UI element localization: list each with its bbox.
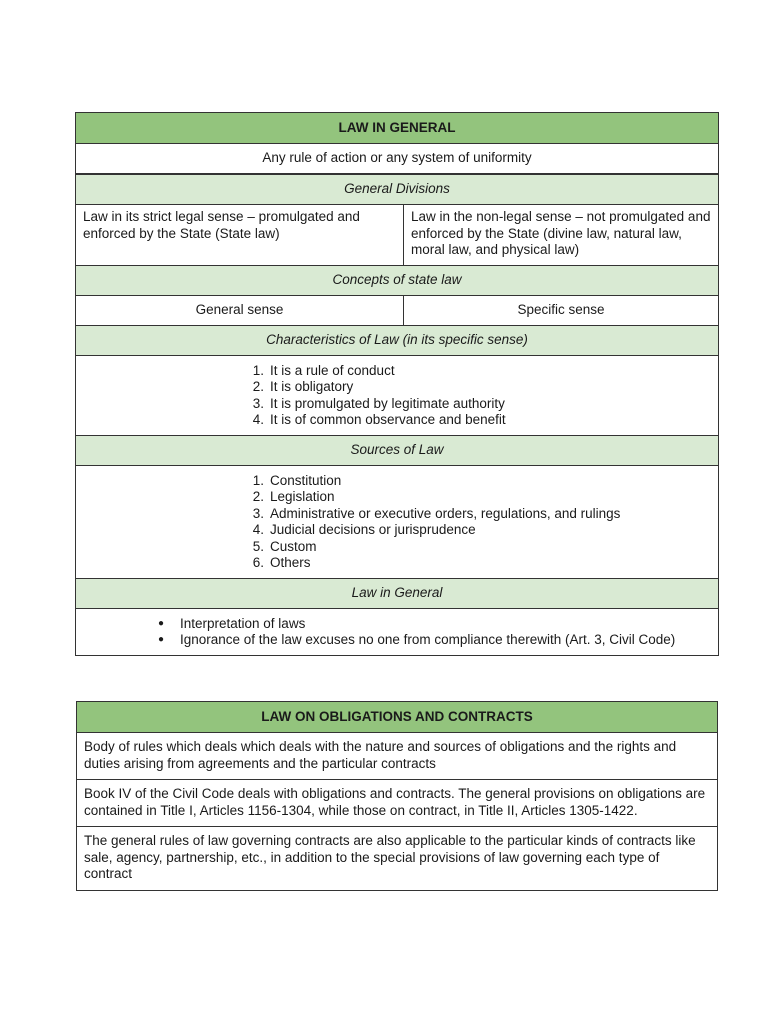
list-item-text: Constitution: [270, 472, 342, 488]
strict-legal-sense-cell: Law in its strict legal sense – promulgated and enforced by the State (State law): [76, 205, 404, 266]
list-number: 4.: [252, 412, 264, 427]
general-sense-cell: General sense: [76, 295, 404, 325]
characteristics-heading: Characteristics of Law (in its specific sense): [76, 325, 719, 355]
list-item: [158, 632, 711, 649]
list-item: [252, 489, 711, 506]
list-number: 1.: [252, 362, 264, 378]
obligations-paragraph: Body of rules which deals which deals with the nature and sources of obligations and the rights and duties arising from agreements and the particular contracts: [77, 733, 718, 780]
sources-list: [83, 473, 711, 572]
sources-heading: Sources of Law: [76, 435, 719, 465]
list-item: [252, 522, 711, 539]
list-item: [252, 395, 711, 413]
list-item: [252, 362, 711, 380]
list-number: 3.: [252, 395, 264, 411]
list-number: 6.: [252, 555, 264, 570]
list-item-text: Interpretation of laws: [180, 615, 306, 631]
characteristics-list-cell: [76, 355, 719, 435]
obligations-contracts-title: LAW ON OBLIGATIONS AND CONTRACTS: [77, 702, 718, 733]
list-item: [158, 615, 711, 633]
list-item: [252, 505, 711, 523]
list-number: 2.: [252, 379, 264, 394]
non-legal-sense-cell: Law in the non-legal sense – not promulgated and enforced by the State (divine law, natural law, moral law, and physical law): [404, 205, 719, 266]
list-item-text: It is a rule of conduct: [270, 362, 395, 378]
bullet-icon: ●: [158, 634, 165, 645]
list-item-text: Custom: [270, 538, 317, 554]
list-number: 3.: [252, 505, 264, 521]
list-item: [252, 538, 711, 556]
obligations-contracts-table: [76, 701, 718, 891]
law-in-general-bullets: [83, 616, 711, 649]
law-in-general-subheading: Law in General: [76, 578, 719, 608]
sources-list-cell: [76, 465, 719, 578]
obligations-paragraph: Book IV of the Civil Code deals with obligations and contracts. The general provisions on obligations are contained in Title I, Articles 1156-1304, while those on contract, in Title II, Articles 1305-1422.: [77, 780, 718, 827]
list-number: 4.: [252, 522, 264, 537]
general-divisions-heading: General Divisions: [76, 174, 719, 205]
obligations-paragraph: The general rules of law governing contracts are also applicable to the particular kinds of contracts like sale, agency, partnership, etc., in addition to the special provisions of law governing each type of contract: [77, 827, 718, 891]
list-item-text: It is obligatory: [270, 379, 354, 394]
concepts-heading: Concepts of state law: [76, 265, 719, 295]
list-number: 1.: [252, 472, 264, 488]
law-in-general-title: LAW IN GENERAL: [76, 113, 719, 144]
list-item-text: Judicial decisions or jurisprudence: [270, 522, 476, 537]
bullet-icon: ●: [158, 617, 165, 629]
law-in-general-bullets-cell: [76, 608, 719, 655]
list-item: [252, 379, 711, 396]
list-item: [252, 472, 711, 490]
list-item: [252, 555, 711, 572]
list-item-text: It is of common observance and benefit: [270, 412, 506, 427]
list-item-text: It is promulgated by legitimate authority: [270, 395, 505, 411]
list-number: 5.: [252, 538, 264, 554]
law-in-general-table: [75, 112, 719, 656]
specific-sense-cell: Specific sense: [404, 295, 719, 325]
list-item-text: Legislation: [270, 489, 335, 504]
list-item-text: Ignorance of the law excuses no one from compliance therewith (Art. 3, Civil Code): [180, 632, 676, 647]
list-item: [252, 412, 711, 429]
list-item-text: Others: [270, 555, 311, 570]
list-number: 2.: [252, 489, 264, 504]
law-definition: Any rule of action or any system of uniformity: [76, 144, 719, 175]
list-item-text: Administrative or executive orders, regulations, and rulings: [270, 505, 621, 521]
characteristics-list: [83, 363, 711, 429]
